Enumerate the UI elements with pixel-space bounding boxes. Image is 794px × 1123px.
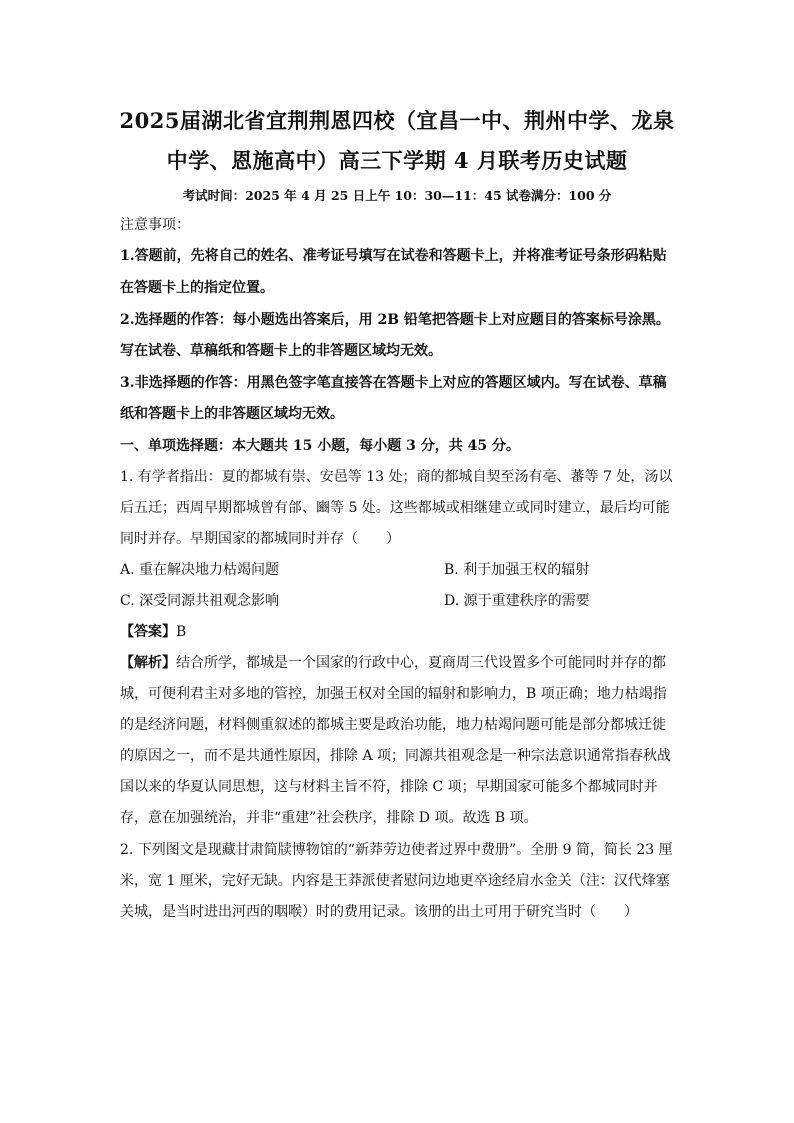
analysis-line-1 [120, 653, 680, 673]
exam-meta: 考试时间：2025 年 4 月 25 日上午 10：30—11：45 试卷满分：100 分 [182, 188, 612, 203]
notice-item-1-line-1: 1.答题前，先将自己的姓名、准考证号填写在试卷和答题卡上，并将准考证号条形码粘贴 [120, 248, 667, 264]
answer-line [120, 622, 680, 642]
document-title-line-1: 2025届湖北省宜荆荆恩四校（宜昌一中、荆州中学、龙泉 [119, 108, 675, 133]
analysis-line-5: 国以来的华夏认同思想，这与材料主旨不符，排除 C 项；早期国家可能多个都城同时并 [120, 779, 658, 795]
section-heading: 一、单项选择题：本大题共 15 小题，每小题 3 分，共 45 分。 [120, 438, 520, 454]
analysis-line-3: 的是经济问题，材料侧重叙述的都城主要是政治功能，地力枯竭问题可能是部分都城迁徙 [120, 717, 666, 733]
analysis-text-1: 结合所学，都城是一个国家的行政中心，夏商周三代设置多个可能同时并存的都 [176, 655, 666, 671]
question-2-line-2: 米，宽 1 厘米，完好无缺。内容是王莽派使者慰问边地更卒途经肩水金关（注：汉代烽塞 [120, 873, 670, 889]
option-c: C. 深受同源共祖观念影响 [120, 593, 280, 609]
analysis-line-6: 存，意在加强统治，并非“重建”社会秩序，排除 D 项。故选 B 项。 [120, 810, 538, 826]
notice-item-3-line-2: 纸和答题卡上的非答题区域均无效。 [120, 406, 344, 422]
notice-item-1-line-2: 在答题卡上的指定位置。 [120, 280, 274, 296]
answer-tag: 【答案】 [120, 624, 176, 640]
analysis-tag: 【解析】 [120, 655, 176, 671]
option-d: D. 源于重建秩序的需要 [444, 593, 590, 609]
question-1-line-1: 1. 有学者指出：夏的都城有崇、安邑等 13 处；商的都城自契至汤有亳、蕃等 7 处，汤以 [120, 469, 673, 485]
document-title-line-2: 中学、恩施高中）高三下学期 4 月联考历史试题 [166, 148, 628, 173]
notice-heading: 注意事项： [120, 217, 190, 233]
option-b: B. 利于加强王权的辐射 [444, 562, 590, 578]
analysis-line-4: 的原因之一，而不是共通性原因，排除 A 项；同源共祖观念是一种宗法意识通常指春秋战 [120, 748, 672, 764]
question-1-line-2: 后五迁；西周早期都城曾有郃、豳等 5 处。这些都城或相继建立或同时建立，最后均可能 [120, 500, 670, 516]
notice-item-2-line-1: 2.选择题的作答：每小题选出答案后，用 2B 铅笔把答题卡上对应题目的答案标号涂黑。 [120, 312, 670, 328]
notice-item-2-line-2: 写在试卷、草稿纸和答题卡上的非答题区域均无效。 [120, 343, 442, 359]
option-a: A. 重在解决地力枯竭问题 [120, 562, 280, 578]
answer-value: B [176, 624, 187, 640]
analysis-line-2: 城，可便利君主对多地的管控，加强王权对全国的辐射和影响力，B 项正确；地力枯竭指 [120, 686, 667, 702]
question-1-line-3: 同时并存。早期国家的都城同时并存（ ） [120, 531, 400, 547]
question-2-line-3: 关城，是当时进出河西的咽喉）时的费用记录。该册的出土可用于研究当时（ ） [120, 904, 638, 920]
notice-item-3-line-1: 3.非选择题的作答：用黑色签字笔直接答在答题卡上对应的答题区域内。写在试卷、草稿 [120, 375, 667, 391]
question-2-line-1: 2. 下列图文是现藏甘肃简牍博物馆的“新莽劳边使者过界中费册”。全册 9 简，简长 23 厘 [120, 842, 673, 858]
